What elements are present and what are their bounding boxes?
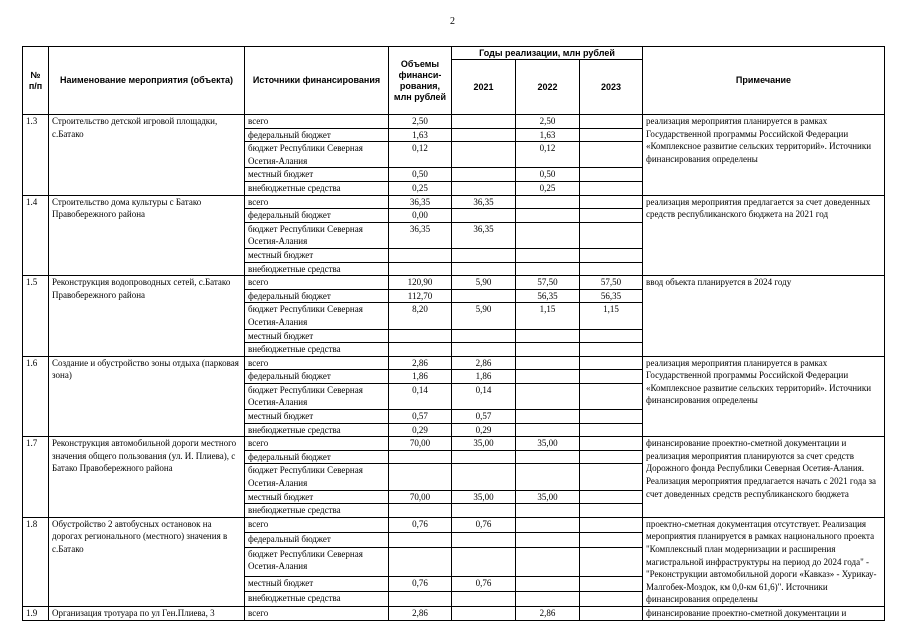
year-2023-value (580, 329, 643, 343)
year-2022-value (516, 547, 580, 576)
year-2022-value: 56,35 (516, 289, 580, 303)
funding-source: местный бюджет (245, 410, 389, 424)
year-2023-value: 1,15 (580, 303, 643, 329)
funding-volume: 120,90 (389, 276, 452, 290)
year-2022-value: 1,63 (516, 128, 580, 142)
financing-table (22, 46, 885, 621)
year-2023-value (580, 517, 643, 532)
year-2023-value (580, 195, 643, 209)
funding-volume: 70,00 (389, 437, 452, 451)
year-2021-value (452, 591, 516, 606)
funding-volume: 0,14 (389, 383, 452, 409)
funding-source: всего (245, 517, 389, 532)
year-2021-value (452, 343, 516, 357)
year-2021-value (452, 115, 516, 129)
year-2021-value: 0,29 (452, 423, 516, 437)
year-2021-value: 35,00 (452, 437, 516, 451)
funding-volume (389, 532, 452, 547)
year-2021-value (452, 289, 516, 303)
header-note: Примечание (643, 47, 885, 115)
funding-volume: 0,00 (389, 209, 452, 223)
project-number: 1.4 (23, 195, 49, 276)
funding-source: федеральный бюджет (245, 289, 389, 303)
header-years-group: Годы реализации, млн рублей (452, 47, 643, 60)
funding-volume: 112,70 (389, 289, 452, 303)
year-2023-value (580, 209, 643, 223)
funding-source: всего (245, 115, 389, 129)
project-number: 1.8 (23, 517, 49, 606)
project-note: ввод объекта планируется в 2024 году (643, 276, 885, 357)
table-row (23, 195, 885, 209)
project-number: 1.9 (23, 606, 49, 620)
year-2021-value: 0,14 (452, 383, 516, 409)
year-2022-value (516, 370, 580, 384)
year-2021-value (452, 181, 516, 195)
project-name: Реконструкция водопроводных сетей, с.Батако Правобережного района (49, 276, 245, 357)
year-2023-value (580, 606, 643, 620)
year-2021-value: 5,90 (452, 303, 516, 329)
year-2022-value: 35,00 (516, 437, 580, 451)
year-2022-value (516, 423, 580, 437)
year-2022-value: 1,15 (516, 303, 580, 329)
project-note: проектно-сметная документация отсутствует. Реализация мероприятия планируется в рамках национального проекта "Комплексный план модернизации и расширения магистральной инфраструктуры на период до 2024 года" - "Реконструкции автомобильной дороги «Кавказ» - Хурикау-Малгобек-Моздок, км 0,0-км 61,6)". Источники финансирования определены (643, 517, 885, 606)
funding-source: всего (245, 437, 389, 451)
year-2023-value (580, 464, 643, 490)
project-name: Организация тротуара по ул Ген.Плиева, 3 (49, 606, 245, 620)
funding-volume: 1,86 (389, 370, 452, 384)
funding-volume: 8,20 (389, 303, 452, 329)
funding-volume (389, 591, 452, 606)
funding-source: федеральный бюджет (245, 450, 389, 464)
header-year-2022: 2022 (516, 60, 580, 115)
page-number: 2 (450, 16, 455, 27)
funding-volume (389, 329, 452, 343)
funding-source: бюджет Республики Северная Осетия-Алания (245, 383, 389, 409)
year-2023-value (580, 181, 643, 195)
funding-source: внебюджетные средства (245, 343, 389, 357)
funding-source: внебюджетные средства (245, 591, 389, 606)
year-2023-value: 57,50 (580, 276, 643, 290)
year-2021-value (452, 450, 516, 464)
year-2021-value: 5,90 (452, 276, 516, 290)
year-2023-value (580, 504, 643, 518)
funding-volume: 1,63 (389, 128, 452, 142)
header-volume: Объемы финанси-рования, млн рублей (389, 47, 452, 115)
funding-volume (389, 262, 452, 276)
funding-volume: 0,29 (389, 423, 452, 437)
funding-volume (389, 464, 452, 490)
funding-source: федеральный бюджет (245, 209, 389, 223)
funding-source: бюджет Республики Северная Осетия-Алания (245, 303, 389, 329)
project-note: реализация мероприятия планируется в рамках Государственной программы Российской Федерации «Комплексное развитие сельских территорий». Источники финансирования определены (643, 356, 885, 437)
year-2021-value: 2,86 (452, 356, 516, 370)
year-2021-value: 36,35 (452, 222, 516, 248)
project-note: финансирование проектно-сметной документации и реализация мероприятия планируются за счет средств Дорожного фонда Республики Северная Осетия-Алания. Реализация мероприятия предлагается начать с 2021 года за счет доведенных средств республиканского бюджета (643, 437, 885, 518)
project-note: реализация мероприятия предлагается за счет доведенных средств республиканского бюджета на 2021 год (643, 195, 885, 276)
header-name: Наименование мероприятия (объекта) (49, 47, 245, 115)
funding-volume (389, 450, 452, 464)
funding-source: внебюджетные средства (245, 262, 389, 276)
year-2021-value (452, 168, 516, 182)
year-2022-value (516, 410, 580, 424)
funding-volume: 0,76 (389, 517, 452, 532)
funding-volume (389, 248, 452, 262)
funding-source: бюджет Республики Северная Осетия-Алания (245, 547, 389, 576)
table-row (23, 276, 885, 290)
funding-volume (389, 504, 452, 518)
funding-volume: 2,50 (389, 115, 452, 129)
year-2022-value (516, 343, 580, 357)
year-2022-value (516, 329, 580, 343)
year-2022-value (516, 262, 580, 276)
project-note: реализация мероприятия планируется в рамках Государственной программы Российской Федерации «Комплексное развитие сельских территорий». Источники финансирования определены (643, 115, 885, 196)
funding-source: всего (245, 606, 389, 620)
year-2022-value: 2,50 (516, 115, 580, 129)
year-2021-value: 0,57 (452, 410, 516, 424)
funding-source: внебюджетные средства (245, 504, 389, 518)
project-number: 1.3 (23, 115, 49, 196)
year-2022-value: 57,50 (516, 276, 580, 290)
year-2023-value (580, 262, 643, 276)
year-2021-value (452, 248, 516, 262)
funding-source: всего (245, 276, 389, 290)
project-number: 1.7 (23, 437, 49, 518)
year-2021-value (452, 606, 516, 620)
year-2021-value (452, 262, 516, 276)
funding-source: федеральный бюджет (245, 128, 389, 142)
funding-volume: 0,76 (389, 576, 452, 591)
year-2022-value (516, 195, 580, 209)
year-2022-value: 2,86 (516, 606, 580, 620)
year-2022-value (516, 532, 580, 547)
funding-source: всего (245, 195, 389, 209)
year-2023-value (580, 128, 643, 142)
year-2023-value (580, 576, 643, 591)
project-name: Создание и обустройство зоны отдыха (парковая зона) (49, 356, 245, 437)
table-row (23, 437, 885, 451)
project-name: Обустройство 2 автобусных остановок на дорогах регионального (местного) значения в с.Батако (49, 517, 245, 606)
year-2021-value (452, 532, 516, 547)
funding-source: местный бюджет (245, 576, 389, 591)
year-2022-value (516, 222, 580, 248)
year-2022-value (516, 591, 580, 606)
funding-source: местный бюджет (245, 168, 389, 182)
table-row (23, 517, 885, 532)
funding-volume: 0,12 (389, 142, 452, 168)
year-2022-value: 35,00 (516, 490, 580, 504)
year-2021-value: 35,00 (452, 490, 516, 504)
year-2021-value (452, 547, 516, 576)
year-2023-value (580, 356, 643, 370)
funding-source: бюджет Республики Северная Осетия-Алания (245, 464, 389, 490)
year-2021-value: 1,86 (452, 370, 516, 384)
funding-source: бюджет Республики Северная Осетия-Алания (245, 142, 389, 168)
year-2023-value (580, 423, 643, 437)
year-2023-value (580, 248, 643, 262)
funding-volume (389, 547, 452, 576)
funding-volume: 2,86 (389, 356, 452, 370)
header-number: № п/п (23, 47, 49, 115)
year-2023-value (580, 532, 643, 547)
year-2023-value (580, 383, 643, 409)
funding-volume: 70,00 (389, 490, 452, 504)
year-2022-value: 0,50 (516, 168, 580, 182)
year-2022-value: 0,25 (516, 181, 580, 195)
year-2023-value (580, 142, 643, 168)
table-row (23, 356, 885, 370)
project-number: 1.5 (23, 276, 49, 357)
year-2022-value (516, 517, 580, 532)
funding-source: внебюджетные средства (245, 181, 389, 195)
year-2023-value (580, 490, 643, 504)
year-2022-value (516, 248, 580, 262)
year-2023-value (580, 222, 643, 248)
year-2023-value (580, 547, 643, 576)
year-2022-value (516, 356, 580, 370)
year-2021-value (452, 142, 516, 168)
year-2022-value (516, 383, 580, 409)
year-2022-value (516, 504, 580, 518)
year-2021-value (452, 329, 516, 343)
funding-source: местный бюджет (245, 490, 389, 504)
year-2023-value: 56,35 (580, 289, 643, 303)
header-year-2023: 2023 (580, 60, 643, 115)
project-name: Реконструкция автомобильной дороги местного значения общего пользования (ул. И. Плиева), с Батако Правобережного района (49, 437, 245, 518)
year-2023-value (580, 437, 643, 451)
year-2023-value (580, 370, 643, 384)
year-2023-value (580, 168, 643, 182)
funding-volume (389, 343, 452, 357)
year-2021-value (452, 128, 516, 142)
year-2023-value (580, 591, 643, 606)
funding-volume: 0,25 (389, 181, 452, 195)
project-name: Строительство детской игровой площадки, с.Батако (49, 115, 245, 196)
year-2022-value (516, 450, 580, 464)
year-2023-value (580, 343, 643, 357)
year-2022-value (516, 209, 580, 223)
project-number: 1.6 (23, 356, 49, 437)
project-note: финансирование проектно-сметной документации и (643, 606, 885, 620)
year-2022-value: 0,12 (516, 142, 580, 168)
header-source: Источники финансирования (245, 47, 389, 115)
funding-source: внебюджетные средства (245, 423, 389, 437)
year-2022-value (516, 576, 580, 591)
funding-source: федеральный бюджет (245, 532, 389, 547)
year-2023-value (580, 115, 643, 129)
year-2021-value (452, 464, 516, 490)
funding-source: местный бюджет (245, 329, 389, 343)
funding-volume: 2,86 (389, 606, 452, 620)
year-2023-value (580, 450, 643, 464)
header-year-2021: 2021 (452, 60, 516, 115)
funding-volume: 0,57 (389, 410, 452, 424)
year-2021-value: 0,76 (452, 517, 516, 532)
funding-source: бюджет Республики Северная Осетия-Алания (245, 222, 389, 248)
funding-volume: 36,35 (389, 195, 452, 209)
funding-volume: 36,35 (389, 222, 452, 248)
year-2021-value: 36,35 (452, 195, 516, 209)
table-row (23, 115, 885, 129)
table-row (23, 606, 885, 620)
year-2021-value: 0,76 (452, 576, 516, 591)
funding-source: федеральный бюджет (245, 370, 389, 384)
funding-volume: 0,50 (389, 168, 452, 182)
project-name: Строительство дома культуры с Батако Правобережного района (49, 195, 245, 276)
funding-source: местный бюджет (245, 248, 389, 262)
year-2022-value (516, 464, 580, 490)
year-2023-value (580, 410, 643, 424)
funding-source: всего (245, 356, 389, 370)
table-body (23, 115, 885, 621)
year-2021-value (452, 504, 516, 518)
year-2021-value (452, 209, 516, 223)
